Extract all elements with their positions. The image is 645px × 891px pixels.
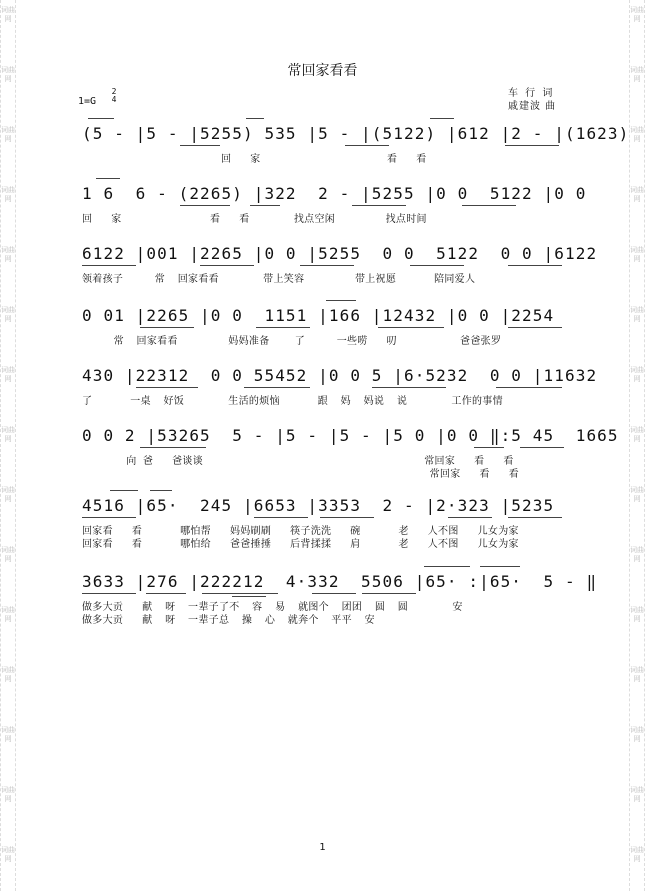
watermark-text: 词曲网 (630, 246, 644, 263)
beam-mark (520, 447, 564, 448)
notation-line: 4516 |65· 245 |6653 |3353 2 - |2·323 |5235 (82, 496, 555, 515)
beam-mark (508, 517, 562, 518)
lyric-line-1: 领着孩子 常 回家看看 带上笑容 带上祝愿 陪同爱人 (82, 274, 476, 285)
notation-line: (5 - |5 - |5255) 535 |5 - |(5122) |612 |2 - |(1623) (82, 124, 630, 143)
notation-line: 6122 |001 |2265 |0 0 |5255 0 0 5122 0 0 |6122 (82, 244, 598, 263)
beam-mark (146, 593, 186, 594)
beam-mark (474, 447, 504, 448)
notation-line: 1 6 6 - (2265) |322 2 - |5255 |0 0 5122 |0 0 (82, 184, 587, 203)
watermark-text: 词曲网 (630, 426, 644, 443)
beam-mark (508, 265, 562, 266)
watermark-text: 词曲网 (1, 726, 15, 743)
beam-mark (232, 596, 266, 597)
notation-line: 0 0 2 |53265 5 - |5 - |5 - |5 0 |0 0 ‖:5 45 1665 (82, 426, 619, 445)
beam-mark (256, 327, 310, 328)
beam-mark (180, 205, 230, 206)
composer-credit: 戚建波 曲 (508, 101, 557, 112)
slur-mark (246, 118, 264, 119)
slur-mark (150, 490, 172, 491)
beam-mark (136, 387, 198, 388)
beam-mark (320, 517, 374, 518)
watermark-text: 词曲网 (630, 726, 644, 743)
notation-line: 3633 |276 |222212 4·332 5506 |65· :|65· 5 - ‖ (82, 572, 598, 591)
watermark-text: 词曲网 (630, 366, 644, 383)
watermark-text: 词曲网 (1, 546, 15, 563)
beam-mark (378, 327, 444, 328)
beam-mark (180, 145, 220, 146)
lyric-line-1: 回 家 看 看 找点空闲 找点时间 (82, 214, 427, 225)
watermark-text: 词曲网 (1, 486, 15, 503)
notation-line: 430 |22312 0 0 55452 |0 0 5 |6·5232 0 0 |11632 (82, 366, 598, 385)
lyricist-credit: 车 行 词 (508, 88, 555, 99)
time-signature-bottom: 4 (111, 95, 117, 104)
right-watermark-strip (629, 0, 645, 891)
lyric-line-1: 向 爸 爸谈谈 常回家 看 看 (82, 456, 514, 467)
beam-mark (462, 205, 516, 206)
time-signature (110, 88, 118, 104)
slur-mark (88, 118, 114, 119)
watermark-text: 词曲网 (1, 606, 15, 623)
beam-mark (410, 265, 464, 266)
watermark-text: 词曲网 (1, 846, 15, 863)
beam-mark (508, 327, 562, 328)
lyric-line-2: 常回家 看 看 (82, 469, 520, 480)
watermark-text: 词曲网 (630, 786, 644, 803)
beam-mark (448, 517, 492, 518)
beam-mark (505, 145, 559, 146)
watermark-text: 词曲网 (630, 306, 644, 323)
key-signature: 1=G (78, 96, 97, 107)
watermark-text: 词曲网 (1, 6, 15, 23)
slur-mark (96, 178, 120, 179)
watermark-text: 词曲网 (630, 6, 644, 23)
beam-mark (140, 447, 206, 448)
slur-mark (424, 566, 470, 567)
watermark-text: 词曲网 (1, 186, 15, 203)
watermark-text: 词曲网 (1, 666, 15, 683)
beam-mark (140, 327, 194, 328)
slur-mark (326, 300, 356, 301)
watermark-text: 词曲网 (1, 786, 15, 803)
watermark-text: 词曲网 (630, 186, 644, 203)
lyric-line-2: 回家看 看 哪怕给 爸爸捶捶 后背揉揉 肩 老 人不图 儿女为家 (82, 539, 519, 550)
watermark-text: 词曲网 (1, 66, 15, 83)
lyric-line-1: 常 回家看看 妈妈准备 了 一些唠 叨 爸爸张罗 (82, 336, 502, 347)
slur-mark (110, 490, 138, 491)
slur-mark (430, 118, 454, 119)
beam-mark (244, 387, 310, 388)
watermark-text: 词曲网 (1, 426, 15, 443)
lyric-line-1: 了 一桌 好饭 生活的烦恼 跟 妈 妈说 说 工作的事情 (82, 396, 503, 407)
beam-mark (82, 593, 136, 594)
beam-mark (345, 145, 389, 146)
watermark-text: 词曲网 (630, 486, 644, 503)
time-signature-top: 2 (111, 87, 117, 96)
left-watermark-strip (0, 0, 16, 891)
beam-mark (254, 517, 308, 518)
lyric-line-1: 回家看 看 哪怕帮 妈妈刷刷 筷子洗洗 碗 老 人不图 儿女为家 (82, 526, 519, 537)
lyric-line-1: 回 家 看 看 (82, 154, 427, 165)
beam-mark (312, 593, 356, 594)
watermark-text: 词曲网 (630, 606, 644, 623)
lyric-line-2: 做多大贡 献 呀 一辈子总 操 心 就奔个 平平 安 (82, 615, 375, 626)
beam-mark (352, 205, 406, 206)
beam-mark (200, 265, 254, 266)
watermark-text: 词曲网 (630, 66, 644, 83)
slur-mark (480, 566, 520, 567)
beam-mark (82, 517, 136, 518)
notation-line: 0 01 |2265 |0 0 1151 |166 |12432 |0 0 |2254 (82, 306, 555, 325)
watermark-text: 词曲网 (630, 666, 644, 683)
beam-mark (300, 265, 354, 266)
beam-mark (82, 265, 136, 266)
beam-mark (372, 387, 446, 388)
watermark-text: 词曲网 (1, 366, 15, 383)
lyric-line-1: 做多大贡 献 呀 一辈子了不 容 易 就图个 团团 圆 圆 安 (82, 602, 463, 613)
watermark-text: 词曲网 (1, 126, 15, 143)
beam-mark (250, 205, 280, 206)
song-title: 常回家看看 (287, 63, 358, 79)
watermark-text: 词曲网 (630, 546, 644, 563)
watermark-text: 词曲网 (630, 846, 644, 863)
watermark-text: 词曲网 (1, 306, 15, 323)
watermark-text: 词曲网 (1, 246, 15, 263)
beam-mark (496, 387, 562, 388)
beam-mark (362, 593, 416, 594)
beam-mark (202, 593, 278, 594)
page-number: 1 (319, 842, 326, 853)
watermark-text: 词曲网 (630, 126, 644, 143)
